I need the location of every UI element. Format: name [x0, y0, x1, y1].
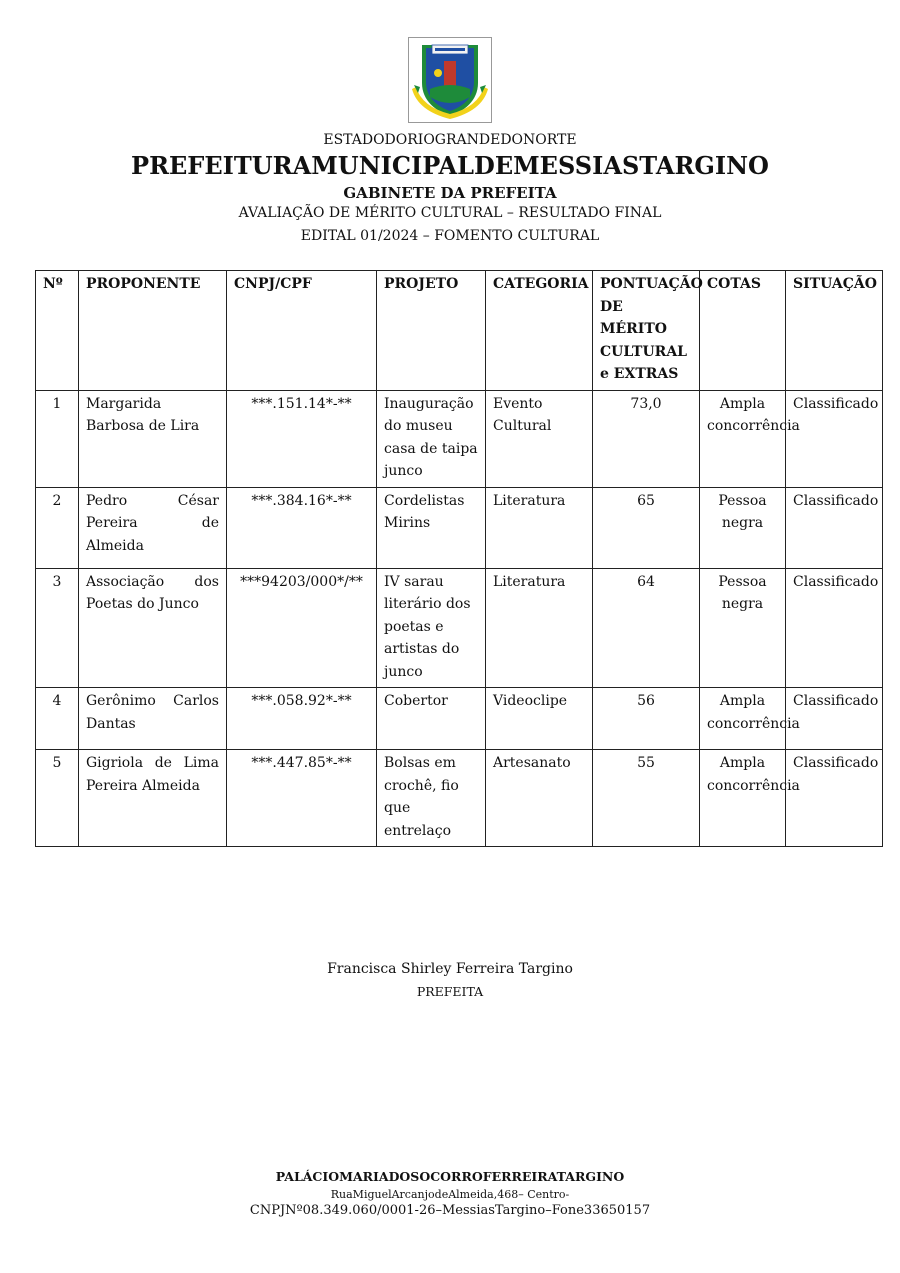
cell-categoria: Artesanato: [486, 750, 593, 847]
cell-cnpj: ***.447.85*-**: [227, 750, 377, 847]
cell-projeto: Inauguração do museu casa de taipa junco: [377, 390, 486, 487]
cell-situacao: Classificado: [786, 750, 883, 847]
cell-pontuacao: 65: [593, 487, 700, 568]
cell-categoria: Evento Cultural: [486, 390, 593, 487]
prefeitura-title: PREFEITURAMUNICIPALDEMESSIASTARGINO: [131, 151, 769, 180]
header-cnpj: CNPJ/CPF: [227, 271, 377, 391]
cell-situacao: Classificado: [786, 688, 883, 750]
footer-contact: CNPJNº08.349.060/0001-26–MessiasTargino–Fone33650157: [249, 1203, 651, 1218]
cell-projeto: Cordelistas Mirins: [377, 487, 486, 568]
cell-num: 1: [36, 390, 79, 487]
cell-projeto: IV sarau literário dos poetas e artistas do junco: [377, 568, 486, 688]
cell-num: 2: [36, 487, 79, 568]
table-row: [36, 390, 883, 487]
cell-pontuacao: 56: [593, 688, 700, 750]
table-row: [36, 688, 883, 750]
table-header-row: [36, 271, 883, 391]
cell-cnpj: ***.058.92*-**: [227, 688, 377, 750]
footer-palace: PALÁCIOMARIADOSOCORROFERREIRATARGINO: [275, 1169, 625, 1184]
cell-pontuacao: 73,0: [593, 390, 700, 487]
cell-num: 4: [36, 688, 79, 750]
header-num: Nº: [36, 271, 79, 391]
signatory-role: PREFEITA: [416, 984, 484, 999]
gabinete-subtitle: GABINETE DA PREFEITA: [343, 184, 557, 202]
header-projeto: PROJETO: [377, 271, 486, 391]
cell-cotas: Ampla concorrência: [700, 750, 786, 847]
cell-categoria: Literatura: [486, 568, 593, 688]
table-row: [36, 487, 883, 568]
cell-categoria: Literatura: [486, 487, 593, 568]
cell-projeto: Bolsas em crochê, fio que entrelaço: [377, 750, 486, 847]
header-pontuacao: PONTUAÇÃO DE MÉRITO CULTURAL e EXTRAS: [593, 271, 700, 391]
cell-cnpj: ***94203/000*/**: [227, 568, 377, 688]
cell-proponente: Gigriola de Lima Pereira Almeida: [79, 750, 227, 847]
cell-cnpj: ***.151.14*-**: [227, 390, 377, 487]
cell-proponente: Gerônimo Carlos Dantas: [79, 688, 227, 750]
cell-situacao: Classificado: [786, 487, 883, 568]
cell-cnpj: ***.384.16*-**: [227, 487, 377, 568]
table-row: [36, 568, 883, 688]
footer-address: RuaMiguelArcanjodeAlmeida,468– Centro-: [330, 1188, 570, 1201]
header-proponente: PROPONENTE: [79, 271, 227, 391]
cell-cotas: Pessoa negra: [700, 487, 786, 568]
cell-cotas: Ampla concorrência: [700, 390, 786, 487]
cell-pontuacao: 64: [593, 568, 700, 688]
municipal-crest-icon: [408, 37, 492, 123]
evaluation-title: AVALIAÇÃO DE MÉRITO CULTURAL – RESULTADO FINAL: [238, 205, 662, 221]
header-cotas: COTAS: [700, 271, 786, 391]
cell-projeto: Cobertor: [377, 688, 486, 750]
header-situacao: SITUAÇÃO: [786, 271, 883, 391]
cell-proponente: Margarida Barbosa de Lira: [79, 390, 227, 487]
cell-categoria: Videoclipe: [486, 688, 593, 750]
cell-cotas: Pessoa negra: [700, 568, 786, 688]
cell-num: 3: [36, 568, 79, 688]
state-name: ESTADODORIOGRANDEDONORTE: [323, 132, 577, 148]
signatory-name: Francisca Shirley Ferreira Targino: [327, 961, 573, 977]
edital-title: EDITAL 01/2024 – FOMENTO CULTURAL: [300, 228, 600, 244]
cell-proponente: Associação dos Poetas do Junco: [79, 568, 227, 688]
cell-num: 5: [36, 750, 79, 847]
cell-cotas: Ampla concorrência: [700, 688, 786, 750]
cell-pontuacao: 55: [593, 750, 700, 847]
results-table: [35, 270, 883, 847]
header-categoria: CATEGORIA: [486, 271, 593, 391]
table-row: [36, 750, 883, 847]
cell-situacao: Classificado: [786, 390, 883, 487]
cell-situacao: Classificado: [786, 568, 883, 688]
cell-proponente: Pedro César Pereira de Almeida: [79, 487, 227, 568]
